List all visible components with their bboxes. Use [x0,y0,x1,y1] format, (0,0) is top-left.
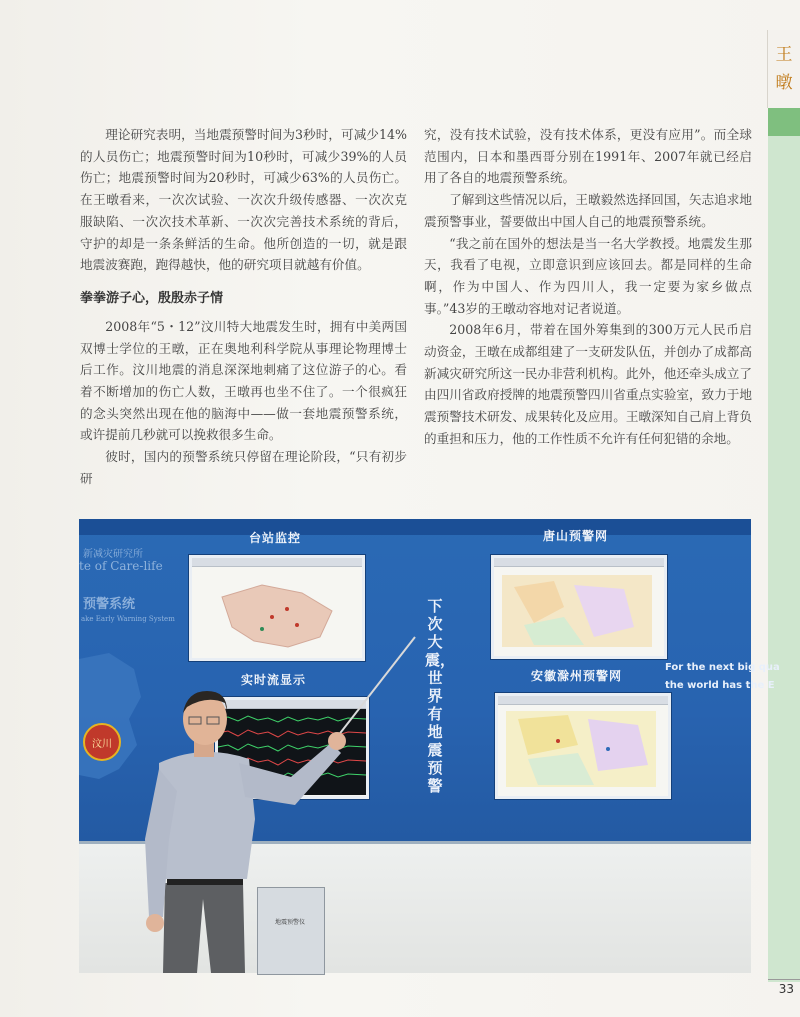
page-number: 33 [778,982,794,996]
left-paragraph-1: 理论研究表明，当地震预警时间为3秒时，可减少14%的人员伤亡；地震预警时间为10秒时，可减少39%的人员伤亡；地震预警时间为20秒时，可减少63%的人员伤亡。在王暾看来，一次次试验、一次次升级传感器、一次次克服缺陷、一次次技术革新、一次次完善技术系统的背后，守护的却是一条条鲜活的生命。他所创造的一切，就是跟地震波赛跑，跑得越快，他的研究项目就越有价值。 [80,127,407,273]
presenter-figure [79,519,751,973]
right-text-column [424,124,752,450]
side-tab-char-2: 暾 [775,73,793,93]
left-text-column [80,124,407,490]
right-paragraph-2: “我之前在国外的想法是当一名大学教授。地震发生那天，我看了电视，立即意识到应该回去。都是同样的生命啊，作为中国人、作为四川人，我一定要为家乡做点事。”43岁的王暾动容地对记者说道。 [424,235,752,316]
faded-system-cn: 预警系统 [83,597,136,612]
section-subheading: 拳拳游子心，殷殷赤子情 [80,290,224,306]
wenchuan-badge: 汶川 [83,723,121,761]
english-slogan-line-1: For the next big qua [665,662,780,673]
faded-institute-en: te of Care-life [79,559,163,573]
vertical-slogan: 下次大震，世界有地震预警 [425,597,456,795]
right-paragraph-0: 究，没有技术试验，没有技术体系，更没有应用”。而全球范围内，日本和墨西哥分别在1991年、2007年就已经启用了各自的地震预警系统。 [424,127,752,186]
english-slogan-line-2: the world has the E [665,680,775,691]
left-paragraph-2: 2008年“5・12”汶川特大地震发生时，拥有中美两国双博士学位的王暾，正在奥地利科学院从事理论物理博士后工作。汶川地震的消息深深地刺痛了这位游子的心。看着不断增加的伤亡人数，王暾再也坐不住了。一个很疯狂的念头突然出现在他的脑海中——做一套地震预警系统，或许提前几秒就可以挽救很多生命。 [80,318,407,443]
side-green-block [768,108,800,136]
label-anhui-network: 安徽滁州预警网 [531,669,623,683]
side-strip [768,30,800,982]
faded-system-en: ake Early Warning System [81,615,175,623]
side-tab [767,30,800,108]
label-tangshan-network: 唐山预警网 [543,529,609,543]
right-paragraph-3: 2008年6月，带着在国外筹集到的300万元人民币启动资金，王暾在成都组建了一支研发队伍，并创办了成都高新减灾研究所这一民办非营利机构。此外，他还牵头成立了由四川省政府授牌的地震预警四川省重点实验室，致力于地震预警技术研发、成果转化及应用。王暾深知自己肩上背负的重担和压力，他的工作性质不允许有任何犯错的余地。 [424,322,752,446]
left-paragraph-3: 彼时，国内的预警系统只停留在理论阶段，“只有初步研 [80,449,407,486]
label-station-monitor: 台站监控 [249,531,302,545]
device-label: 地震预警仪 [274,919,305,926]
page-number-rule [768,979,800,980]
control-room-photo [79,519,780,973]
side-tab-char-1: 王 [775,45,793,65]
right-paragraph-1: 了解到这些情况以后，王暾毅然选择回国，矢志追求地震预警事业，誓要做出中国人自己的地震预警系统。 [424,192,752,229]
earthquake-alarm-device [257,887,325,975]
label-realtime-stream: 实时流显示 [241,673,307,687]
faded-institute-cn: 新减灾研究所 [83,549,143,560]
